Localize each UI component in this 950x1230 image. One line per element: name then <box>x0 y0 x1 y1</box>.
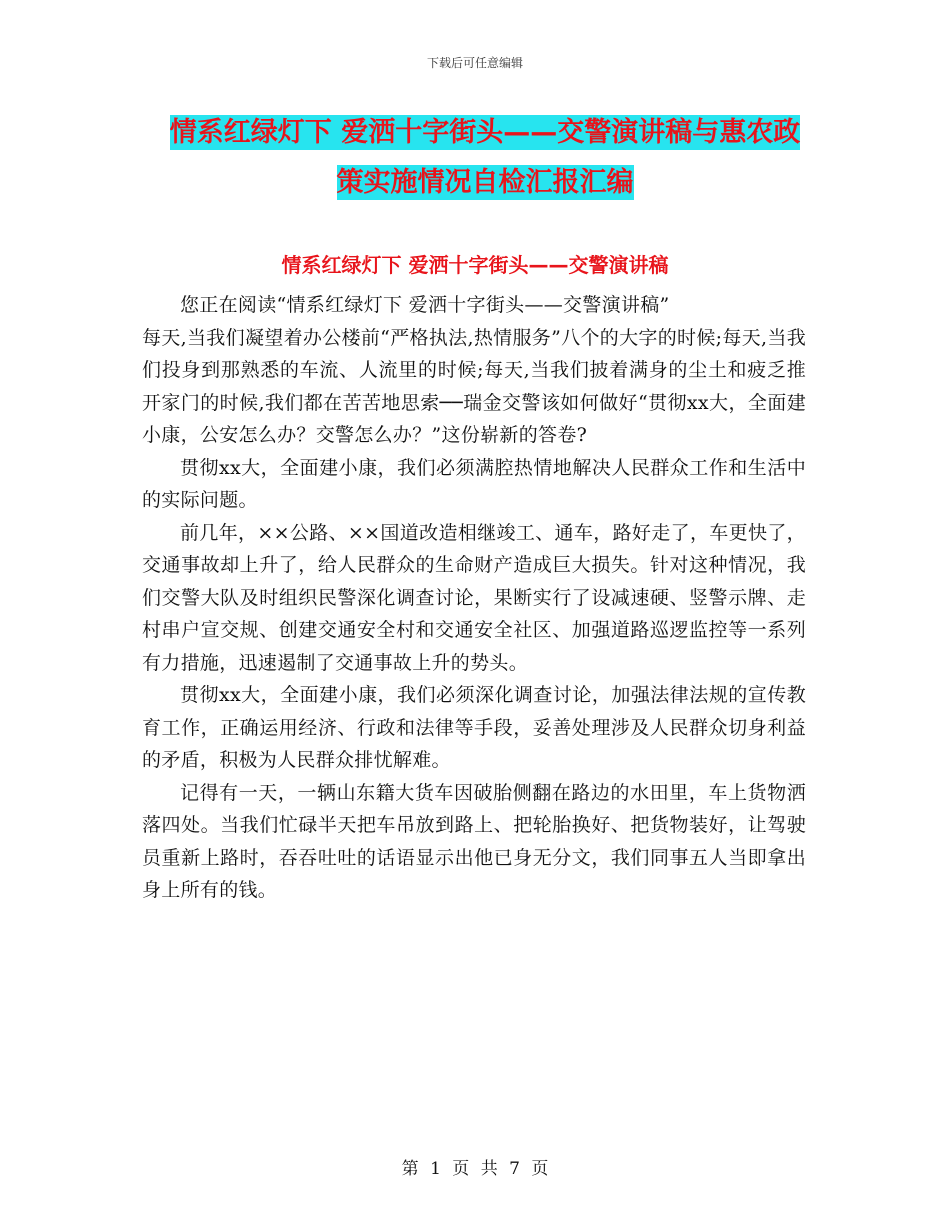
header-note: 下载后可任意编辑 <box>426 56 523 70</box>
paragraph-intro: 您正在阅读“情系红绿灯下 爱洒十字街头——交警演讲稿” <box>180 294 670 316</box>
paragraph: 每天,当我们凝望着办公楼前“严格执法,热情服务”八个的大字的时候;每天,当我们投身到那熟悉的车流、人流里的时候;每天,当我们披着满身的尘土和疲乏推开家门的时候,我们都在苦苦地思索──瑞金交警该如何做好“贯彻xx大，全面建小康，公安怎么办？交警怎么办？”这份崭新的答卷? <box>142 326 806 446</box>
page-footer: 第 1 页 共 7 页 <box>401 1159 549 1179</box>
section-title: 情系红绿灯下 爱洒十字街头——交警演讲稿 <box>281 253 669 277</box>
document-title <box>140 108 830 208</box>
paragraph: 记得有一天，一辆山东籍大货车因破胎侧翻在路边的水田里，车上货物洒落四处。当我们忙碌半天把车吊放到路上、把轮胎换好、把货物装好，让驾驶员重新上路时，吞吞吐吐的话语显示出他已身无分文，我们同事五人当即拿出身上所有的钱。 <box>142 781 806 901</box>
document-title-line-2: 策实施情况自检汇报汇编 <box>336 167 634 198</box>
paragraph: 贯彻xx大，全面建小康，我们必须满腔热情地解决人民群众工作和生活中的实际问题。 <box>142 456 806 511</box>
paragraph: 贯彻xx大，全面建小康，我们必须深化调查讨论，加强法律法规的宣传教育工作，正确运用经济、行政和法律等手段，妥善处理涉及人民群众切身利益的矛盾，积极为人民群众排忧解难。 <box>142 684 806 771</box>
document-title-line-1: 情系红绿灯下 爱洒十字街头——交警演讲稿与惠农政 <box>169 117 801 148</box>
body-text <box>142 289 806 907</box>
paragraph: 前几年，××公路、××国道改造相继竣工、通车，路好走了，车更快了，交通事故却上升了，给人民群众的生命财产造成巨大损失。针对这种情况，我们交警大队及时组织民警深化调查讨论，果断实行了设减速硬、竖警示牌、走村串户宣交规、创建交通安全村和交通安全社区、加强道路巡逻监控等一系列有力措施，迅速遏制了交通事故上升的势头。 <box>142 521 806 674</box>
